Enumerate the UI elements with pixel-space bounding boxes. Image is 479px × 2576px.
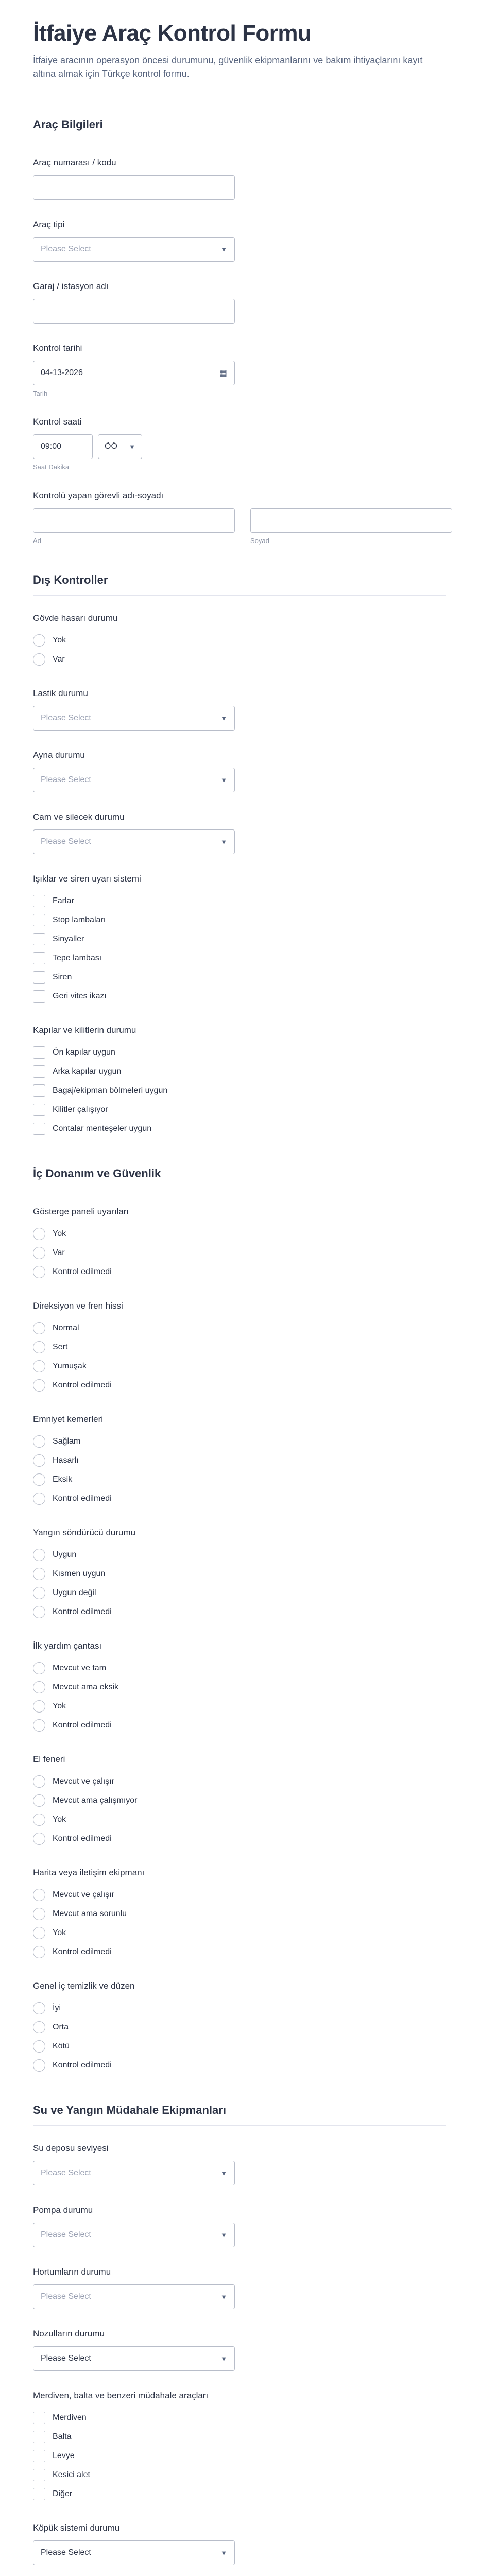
checkbox-option[interactable]: [33, 910, 446, 929]
chevron-down-icon: ▼: [220, 2169, 227, 2177]
calendar-icon[interactable]: ▦: [219, 369, 227, 378]
checkbox-icon[interactable]: [33, 2412, 45, 2424]
radio-option[interactable]: [33, 1697, 446, 1716]
option-label: Diğer: [53, 2489, 73, 2498]
option-label: Kontrol edilmedi: [53, 1834, 112, 1843]
option-label: Bagaj/ekipman bölmeleri uygun: [53, 1086, 168, 1095]
checkbox-option[interactable]: [33, 2484, 446, 2503]
option-label: Tepe lambası: [53, 953, 102, 962]
section-interior: [0, 1149, 479, 1198]
field-garage: [0, 273, 479, 335]
option-label: Kontrol edilmedi: [53, 1380, 112, 1389]
field-label: Gösterge paneli uyarıları: [33, 1207, 129, 1216]
field-comms: [0, 1859, 479, 1973]
tire-select[interactable]: [33, 706, 235, 731]
radio-icon[interactable]: [33, 1719, 45, 1732]
vehicle-type-select[interactable]: [33, 237, 235, 262]
option-label: Siren: [53, 972, 72, 981]
option-label: Orta: [53, 2022, 69, 2031]
field-label: Su deposu seviyesi: [33, 2143, 109, 2153]
checkbox-option[interactable]: [33, 1100, 446, 1119]
field-pump: [0, 2197, 479, 2259]
chevron-down-icon: ▼: [220, 2293, 227, 2301]
field-label: Nozulların durumu: [33, 2329, 105, 2338]
radio-icon[interactable]: [33, 1549, 45, 1561]
checkbox-icon[interactable]: [33, 2450, 45, 2462]
option-label: Uygun değil: [53, 1588, 96, 1597]
checkbox-option[interactable]: [33, 2446, 446, 2465]
time-row: [33, 434, 446, 459]
form-subtitle: İtfaiye aracının operasyon öncesi durumunu, güvenlik ekipmanlarını ve bakım ihtiyaçlarını kayıt altına almak için Türkçe kontrol formu.: [33, 55, 423, 79]
radio-option[interactable]: [33, 631, 446, 650]
section-title: Su ve Yangın Müdahale Ekipmanları: [33, 2104, 226, 2116]
radio-option[interactable]: [33, 1998, 446, 2018]
option-label: Yok: [53, 1928, 66, 1937]
checkbox-option[interactable]: [33, 891, 446, 910]
select-placeholder: Please Select: [41, 2168, 91, 2177]
field-label: Köpük sistemi durumu: [33, 2523, 120, 2533]
radio-option[interactable]: [33, 1243, 446, 1262]
radio-icon[interactable]: [33, 1662, 45, 1674]
glass-select[interactable]: [33, 829, 235, 854]
option-label: Yok: [53, 1701, 66, 1710]
option-label: Yok: [53, 1229, 66, 1238]
field-label: Emniyet kemerleri: [33, 1414, 104, 1424]
hoses-select[interactable]: [33, 2284, 235, 2309]
option-label: Levye: [53, 2451, 75, 2460]
checkbox-icon[interactable]: [33, 971, 45, 984]
radio-icon[interactable]: [33, 1360, 45, 1372]
garage-input[interactable]: [33, 299, 235, 324]
radio-option[interactable]: [33, 1716, 446, 1735]
field-label: Araç numarası / kodu: [33, 158, 116, 167]
radio-option[interactable]: [33, 1677, 446, 1697]
option-label: Sert: [53, 1342, 68, 1351]
radio-icon[interactable]: [33, 1908, 45, 1920]
option-label: Kesici alet: [53, 2470, 90, 2479]
select-placeholder: Please Select: [41, 2354, 91, 2363]
option-label: Yok: [53, 635, 66, 645]
option-label: Stop lambaları: [53, 915, 106, 924]
checkbox-option[interactable]: [33, 1062, 446, 1081]
select-placeholder: Please Select: [41, 837, 91, 846]
checkbox-icon[interactable]: [33, 895, 45, 907]
select-placeholder: Please Select: [41, 2230, 91, 2239]
section-title: Araç Bilgileri: [33, 118, 103, 131]
chevron-down-icon: ▼: [220, 2354, 227, 2363]
section-vehicle-info: [0, 100, 479, 149]
chevron-down-icon: ▼: [220, 2231, 227, 2239]
radio-option[interactable]: [33, 1432, 446, 1451]
checkbox-option[interactable]: [33, 2408, 446, 2427]
field-label: Merdiven, balta ve benzeri müdahale araçları: [33, 2391, 209, 2400]
radio-option[interactable]: [33, 1337, 446, 1357]
last-name-col: [250, 508, 452, 545]
radio-icon[interactable]: [33, 1266, 45, 1278]
option-label: Mevcut ve tam: [53, 1663, 107, 1672]
radio-option[interactable]: [33, 1583, 446, 1602]
radio-option[interactable]: [33, 1923, 446, 1942]
field-cleanliness: [0, 1973, 479, 2086]
radio-icon[interactable]: [33, 634, 45, 647]
radio-option[interactable]: [33, 1942, 446, 1961]
chevron-down-icon: ▼: [220, 838, 227, 846]
checkbox-icon[interactable]: [33, 2488, 45, 2500]
option-label: Mevcut ama sorunlu: [53, 1909, 127, 1918]
option-label: Balta: [53, 2432, 72, 2441]
radio-option[interactable]: [33, 1224, 446, 1243]
option-label: Kontrol edilmedi: [53, 2060, 112, 2070]
option-label: Var: [53, 654, 65, 664]
radio-icon[interactable]: [33, 1435, 45, 1448]
water-tank-select[interactable]: [33, 2161, 235, 2185]
radio-icon[interactable]: [33, 1228, 45, 1240]
radio-option[interactable]: [33, 1829, 446, 1848]
field-label: Hortumların durumu: [33, 2267, 111, 2277]
radio-icon[interactable]: [33, 1946, 45, 1958]
field-label: Kontrol tarihi: [33, 343, 82, 353]
field-vehicle-number: [0, 149, 479, 211]
option-label: Eksik: [53, 1475, 73, 1484]
option-label: Mevcut ve çalışır: [53, 1890, 115, 1899]
checkbox-option[interactable]: [33, 929, 446, 948]
form-title: İtfaiye Araç Kontrol Formu: [33, 21, 312, 46]
radio-icon[interactable]: [33, 1775, 45, 1788]
checkbox-icon[interactable]: [33, 1104, 45, 1116]
chevron-down-icon: ▼: [220, 245, 227, 253]
radio-icon[interactable]: [33, 1927, 45, 1939]
first-name-input[interactable]: [33, 508, 235, 533]
field-label: Harita veya iletişim ekipmanı: [33, 1868, 145, 1877]
option-label: Merdiven: [53, 2413, 87, 2422]
radio-icon[interactable]: [33, 2040, 45, 2053]
field-label: Araç tipi: [33, 219, 65, 229]
checkbox-icon[interactable]: [33, 952, 45, 964]
field-label: Kontrolü yapan görevli adı-soyadı: [33, 490, 164, 500]
checkbox-option[interactable]: [33, 987, 446, 1006]
option-label: Kötü: [53, 2041, 70, 2050]
field-label: Işıklar ve siren uyarı sistemi: [33, 874, 141, 884]
field-label: Garaj / istasyon adı: [33, 281, 109, 291]
section-title: İç Donanım ve Güvenlik: [33, 1167, 161, 1180]
checkbox-icon[interactable]: [33, 990, 45, 1003]
foam-select[interactable]: [33, 2540, 235, 2565]
radio-icon[interactable]: [33, 653, 45, 666]
radio-option[interactable]: [33, 1376, 446, 1395]
name-row: [33, 508, 446, 545]
first-name-col: [33, 508, 235, 545]
field-first-aid: [0, 1633, 479, 1746]
radio-option[interactable]: [33, 1904, 446, 1923]
checkbox-option[interactable]: [33, 1043, 446, 1062]
field-nozzles: [0, 2320, 479, 2382]
checkbox-icon[interactable]: [33, 1065, 45, 1078]
radio-option[interactable]: [33, 1658, 446, 1677]
field-water-tank: [0, 2135, 479, 2197]
radio-icon[interactable]: [33, 1794, 45, 1807]
select-placeholder: Please Select: [41, 245, 91, 253]
field-flashlight: [0, 1746, 479, 1859]
vehicle-number-input[interactable]: [33, 175, 235, 200]
time-hint: Saat Dakika: [33, 463, 70, 471]
date-hint: Tarih: [33, 389, 48, 397]
option-label: Yok: [53, 1815, 66, 1824]
radio-option[interactable]: [33, 1470, 446, 1489]
option-label: Kısmen uygun: [53, 1569, 106, 1578]
field-check-date: [0, 335, 479, 409]
checkbox-option[interactable]: [33, 1081, 446, 1100]
option-label: Sinyaller: [53, 934, 84, 943]
date-input[interactable]: [33, 361, 235, 385]
chevron-down-icon: ▼: [220, 2549, 227, 2557]
field-label: Gövde hasarı durumu: [33, 613, 118, 623]
field-dashboard: [0, 1198, 479, 1293]
time-input[interactable]: 09:00: [33, 434, 93, 459]
radio-icon[interactable]: [33, 1341, 45, 1353]
radio-option[interactable]: [33, 1262, 446, 1281]
radio-icon[interactable]: [33, 2059, 45, 2072]
option-label: Kontrol edilmedi: [53, 1267, 112, 1276]
radio-icon[interactable]: [33, 1568, 45, 1580]
option-label: Yumuşak: [53, 1361, 87, 1370]
field-extinguisher: [0, 1519, 479, 1633]
section-title: Dış Kontroller: [33, 573, 108, 586]
select-placeholder: Please Select: [41, 714, 91, 722]
radio-option[interactable]: [33, 1885, 446, 1904]
radio-icon[interactable]: [33, 1473, 45, 1486]
ampm-select[interactable]: [98, 434, 142, 459]
ampm-value: ÖÖ: [105, 442, 117, 451]
radio-option[interactable]: [33, 2056, 446, 2075]
radio-option[interactable]: [33, 1357, 446, 1376]
radio-option[interactable]: [33, 1791, 446, 1810]
option-label: Sağlam: [53, 1436, 81, 1446]
option-label: Contalar menteşeler uygun: [53, 1124, 152, 1133]
radio-icon[interactable]: [33, 1889, 45, 1901]
radio-icon[interactable]: [33, 1493, 45, 1505]
option-label: Geri vites ikazı: [53, 991, 107, 1001]
radio-icon[interactable]: [33, 1247, 45, 1259]
nozzles-select[interactable]: [33, 2346, 235, 2371]
section-water-equipment: [0, 2086, 479, 2135]
checkbox-icon[interactable]: [33, 2469, 45, 2481]
option-label: Kontrol edilmedi: [53, 1947, 112, 1956]
radio-icon[interactable]: [33, 2002, 45, 2014]
option-label: Ön kapılar uygun: [53, 1047, 115, 1057]
option-label: Mevcut ve çalışır: [53, 1776, 115, 1786]
date-value: 04-13-2026: [41, 368, 83, 377]
radio-icon[interactable]: [33, 1700, 45, 1713]
first-name-hint: Ad: [33, 537, 41, 545]
mirror-select[interactable]: [33, 768, 235, 792]
field-foam: [0, 2515, 479, 2576]
radio-option[interactable]: [33, 1318, 446, 1337]
field-label: Kapılar ve kilitlerin durumu: [33, 1025, 136, 1035]
chevron-down-icon: ▼: [220, 776, 227, 784]
radio-icon[interactable]: [33, 1606, 45, 1618]
chevron-down-icon: ▼: [220, 714, 227, 722]
radio-option[interactable]: [33, 2037, 446, 2056]
field-label: İlk yardım çantası: [33, 1641, 102, 1651]
option-label: Uygun: [53, 1550, 77, 1559]
option-label: Mevcut ama eksik: [53, 1682, 119, 1691]
checkbox-option[interactable]: [33, 1119, 446, 1138]
radio-icon[interactable]: [33, 1587, 45, 1599]
field-check-time: [0, 409, 479, 482]
chevron-down-icon: ▼: [129, 443, 135, 451]
field-lights: [0, 866, 479, 1017]
radio-option[interactable]: [33, 1602, 446, 1621]
field-seatbelts: [0, 1406, 479, 1519]
checkbox-icon[interactable]: [33, 1046, 45, 1059]
radio-icon[interactable]: [33, 1379, 45, 1392]
radio-option[interactable]: [33, 2018, 446, 2037]
option-label: Arka kapılar uygun: [53, 1066, 122, 1076]
radio-option[interactable]: [33, 1545, 446, 1564]
radio-icon[interactable]: [33, 1814, 45, 1826]
field-label: Kontrol saati: [33, 417, 82, 427]
checkbox-option[interactable]: [33, 948, 446, 968]
radio-option[interactable]: [33, 1810, 446, 1829]
radio-icon[interactable]: [33, 2021, 45, 2033]
checkbox-icon[interactable]: [33, 914, 45, 926]
section-divider: [33, 2125, 446, 2126]
radio-icon[interactable]: [33, 1681, 45, 1693]
option-label: İyi: [53, 2003, 61, 2012]
field-label: El feneri: [33, 1754, 65, 1764]
checkbox-option[interactable]: [33, 2427, 446, 2446]
field-label: Direksiyon ve fren hissi: [33, 1301, 123, 1311]
field-label: Genel iç temizlik ve düzen: [33, 1981, 135, 1991]
field-glass: [0, 804, 479, 866]
field-label: Ayna durumu: [33, 750, 85, 760]
field-label: Lastik durumu: [33, 688, 88, 698]
field-label: Yangın söndürücü durumu: [33, 1528, 136, 1537]
last-name-input[interactable]: [250, 508, 452, 533]
section-exterior: [0, 556, 479, 605]
checkbox-option[interactable]: [33, 968, 446, 987]
checkbox-option[interactable]: [33, 2465, 446, 2484]
field-tire: [0, 680, 479, 742]
field-doors: [0, 1017, 479, 1149]
checkbox-icon[interactable]: [33, 1123, 45, 1135]
option-label: Kontrol edilmedi: [53, 1720, 112, 1730]
radio-option[interactable]: [33, 1451, 446, 1470]
radio-option[interactable]: [33, 1772, 446, 1791]
radio-option[interactable]: [33, 1489, 446, 1508]
option-label: Hasarlı: [53, 1455, 79, 1465]
option-label: Var: [53, 1248, 65, 1257]
field-mirror: [0, 742, 479, 804]
option-label: Kilitler çalışıyor: [53, 1105, 108, 1114]
option-label: Normal: [53, 1323, 79, 1332]
select-placeholder: Please Select: [41, 775, 91, 784]
checkbox-icon[interactable]: [33, 2431, 45, 2443]
field-vehicle-type: [0, 211, 479, 273]
option-label: Kontrol edilmedi: [53, 1494, 112, 1503]
select-placeholder: Please Select: [41, 2292, 91, 2301]
field-hoses: [0, 2259, 479, 2320]
field-staff-name: [0, 482, 479, 556]
last-name-hint: Soyad: [250, 537, 269, 545]
radio-icon[interactable]: [33, 1454, 45, 1467]
option-label: Kontrol edilmedi: [53, 1607, 112, 1616]
pump-select[interactable]: [33, 2223, 235, 2247]
option-label: Farlar: [53, 896, 74, 905]
select-placeholder: Please Select: [41, 2548, 91, 2557]
field-steering: [0, 1293, 479, 1406]
radio-option[interactable]: [33, 1564, 446, 1583]
field-label: Cam ve silecek durumu: [33, 812, 125, 822]
radio-icon[interactable]: [33, 1833, 45, 1845]
radio-icon[interactable]: [33, 1322, 45, 1334]
checkbox-icon[interactable]: [33, 933, 45, 945]
field-body-damage: [0, 605, 479, 680]
field-ladder-tools: [0, 2382, 479, 2515]
option-label: Mevcut ama çalışmıyor: [53, 1795, 138, 1805]
radio-option[interactable]: [33, 650, 446, 669]
section-divider: [33, 595, 446, 596]
checkbox-icon[interactable]: [33, 1084, 45, 1097]
field-label: Pompa durumu: [33, 2205, 93, 2215]
form-header: [0, 0, 479, 100]
